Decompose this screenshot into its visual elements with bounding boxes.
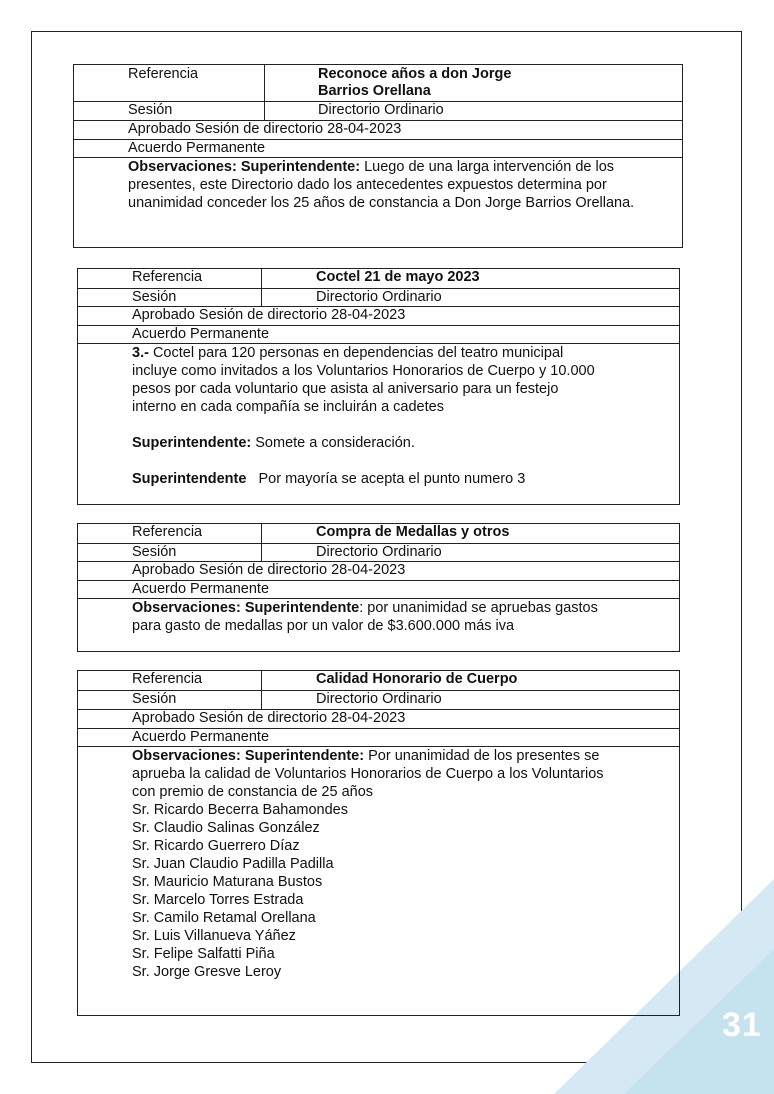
observations-role: Superintendente: — [240, 159, 361, 175]
session-row — [78, 544, 679, 562]
item-number: 3.- — [132, 345, 149, 361]
reference-row — [78, 671, 679, 691]
approved-row: Aprobado Sesión de directorio 28-04-2023 — [78, 307, 679, 326]
observations-role: Superintendente: — [244, 748, 365, 764]
session-row — [74, 102, 682, 121]
volunteer-name: Sr. Ricardo Becerra Bahamondes — [132, 802, 348, 818]
reference-label: Referencia — [78, 269, 262, 288]
session-row — [78, 691, 679, 710]
reference-label: Referencia — [78, 524, 262, 543]
session-value: Directorio Ordinario — [316, 544, 442, 560]
observations-text: Por unanimidad de los presentes se aprueba la calidad de Voluntarios Honorarios de Cuerpo a los Voluntarios con premio de constancia de 25 años — [132, 748, 604, 800]
reference-value: Reconoce años a don Jorge Barrios Orellana — [318, 66, 512, 99]
record-block-3 — [77, 523, 680, 652]
volunteer-name: Sr. Camilo Retamal Orellana — [132, 910, 316, 926]
session-value: Directorio Ordinario — [318, 102, 444, 118]
result-role: Superintendente — [132, 471, 247, 487]
reference-label: Referencia — [78, 671, 262, 690]
volunteer-name: Sr. Claudio Salinas González — [132, 820, 320, 836]
observations-label: Observaciones: — [132, 748, 241, 764]
consideration-text: Somete a consideración. — [255, 435, 415, 451]
volunteer-name: Sr. Mauricio Maturana Bustos — [132, 874, 323, 890]
agreement-row: Acuerdo Permanente — [78, 581, 679, 599]
observations-label: Observaciones: — [128, 159, 237, 175]
observations — [78, 599, 612, 635]
session-label: Sesión — [78, 544, 262, 561]
observations-text: Luego de una larga intervención de los presentes, este Directorio dado los antecedentes expuestos determina por unanimidad conceder los 25 años de constancia a Don Jorge Barrios Orellana. — [128, 159, 635, 211]
page-number: 31 — [722, 1006, 762, 1044]
volunteer-name: Sr. Juan Claudio Padilla Padilla — [132, 856, 334, 872]
reference-row — [74, 65, 682, 102]
reference-value: Compra de Medallas y otros — [316, 524, 510, 540]
volunteer-name: Sr. Ricardo Guerrero Díaz — [132, 838, 300, 854]
session-row — [78, 289, 679, 307]
volunteer-name: Sr. Marcelo Torres Estrada — [132, 892, 304, 908]
result-text: Por mayoría se acepta el punto numero 3 — [258, 471, 526, 487]
volunteer-name: Sr. Jorge Gresve Leroy — [132, 964, 282, 980]
reference-row — [78, 524, 679, 544]
approved-row: Aprobado Sesión de directorio 28-04-2023 — [74, 121, 682, 140]
session-label: Sesión — [74, 102, 265, 120]
volunteer-name: Sr. Luis Villanueva Yáñez — [132, 928, 296, 944]
session-label: Sesión — [78, 289, 262, 306]
agreement-row: Acuerdo Permanente — [74, 140, 682, 158]
consideration-role: Superintendente: — [132, 435, 252, 451]
observations — [78, 344, 602, 488]
observations-text: : por unanimidad se apruebas gastos para gasto de medallas por un valor de $3.600.000 más iva — [132, 600, 598, 634]
volunteer-name: Sr. Felipe Salfatti Piña — [132, 946, 275, 962]
session-value: Directorio Ordinario — [316, 289, 442, 305]
reference-row — [78, 269, 679, 289]
approved-row: Aprobado Sesión de directorio 28-04-2023 — [78, 710, 679, 729]
record-block-2 — [77, 268, 680, 505]
reference-value: Coctel 21 de mayo 2023 — [316, 269, 480, 285]
record-block-1 — [73, 64, 683, 248]
approved-row: Aprobado Sesión de directorio 28-04-2023 — [78, 562, 679, 581]
observations-role: Superintendente — [244, 600, 360, 616]
item-text: Coctel para 120 personas en dependencias del teatro municipal incluye como invitados a los Voluntarios Honorarios de Cuerpo y 10.000 pesos por cada voluntario que asista al aniversario para un festejo interno en cada compañía se incluirán a cadetes — [132, 345, 595, 415]
observations — [78, 747, 622, 981]
observations-label: Observaciones: — [132, 600, 241, 616]
session-value: Directorio Ordinario — [316, 691, 442, 707]
observations — [74, 158, 638, 212]
record-block-4 — [77, 670, 680, 1016]
session-label: Sesión — [78, 691, 262, 709]
reference-value: Calidad Honorario de Cuerpo — [316, 671, 518, 687]
agreement-row: Acuerdo Permanente — [78, 729, 679, 747]
reference-label: Referencia — [74, 65, 265, 101]
agreement-row: Acuerdo Permanente — [78, 326, 679, 344]
